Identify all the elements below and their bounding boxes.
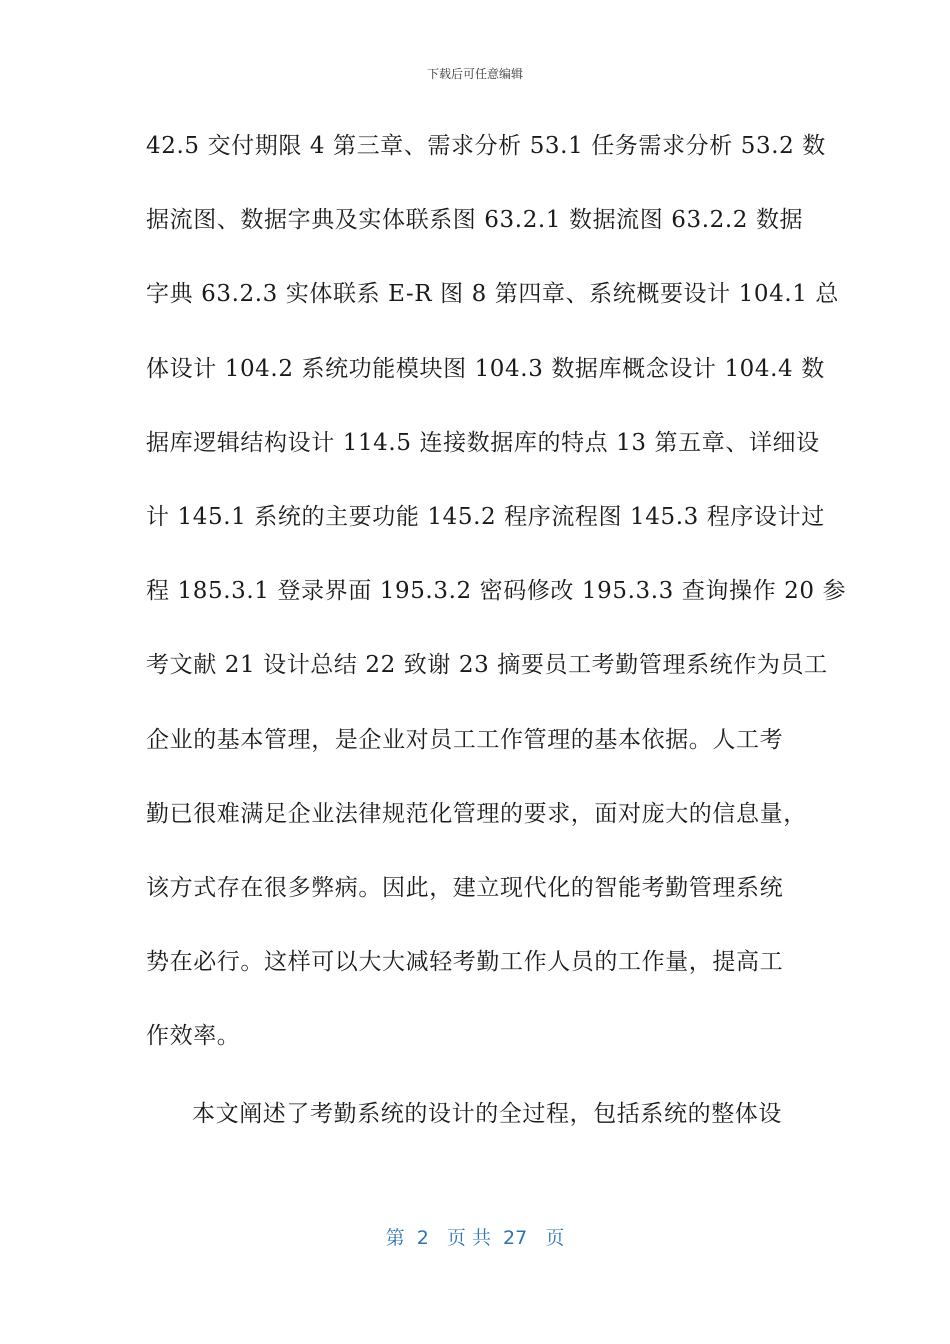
text-line: 作效率。 <box>146 1023 241 1050</box>
text-line: 据库逻辑结构设计 114.5 连接数据库的特点 13 第五章、详细设 <box>146 429 820 456</box>
text-line: 据流图、数据字典及实体联系图 63.2.1 数据流图 63.2.2 数据 <box>146 207 804 234</box>
text-line: 计 145.1 系统的主要功能 145.2 程序流程图 145.3 程序设计过 <box>146 503 825 530</box>
text-line: 勤已很难满足企业法律规范化管理的要求，面对庞大的信息量， <box>146 800 807 827</box>
text-line: 考文献 21 设计总结 22 致谢 23 摘要员工考勤管理系统作为员工 <box>146 652 828 679</box>
text-line: 该方式存在很多弊病。因此，建立现代化的智能考勤管理系统 <box>146 874 784 901</box>
text-line: 字典 63.2.3 实体联系 E-R 图 8 第四章、系统概要设计 104.1 总 <box>146 281 840 308</box>
text-line: 42.5 交付期限 4 第三章、需求分析 53.1 任务需求分析 53.2 数 <box>146 133 826 159</box>
text-line: 程 185.3.1 登录界面 195.3.2 密码修改 195.3.3 查询操作 20 参 <box>146 578 847 605</box>
paragraph-first-line: 本文阐述了考勤系统的设计的全过程，包括系统的整体设 <box>192 1101 782 1128</box>
text-line: 企业的基本管理，是企业对员工工作管理的基本依据。人工考 <box>146 726 784 753</box>
page-header: 下载后可任意编辑 <box>426 67 523 81</box>
document-body <box>146 114 847 1157</box>
text-line: 体设计 104.2 系统功能模块图 104.3 数据库概念设计 104.4 数 <box>146 355 825 382</box>
text-line: 势在必行。这样可以大大减轻考勤工作人员的工作量，提高工 <box>146 949 784 976</box>
page-footer: 第 2 页 共 27 页 <box>385 1227 565 1249</box>
